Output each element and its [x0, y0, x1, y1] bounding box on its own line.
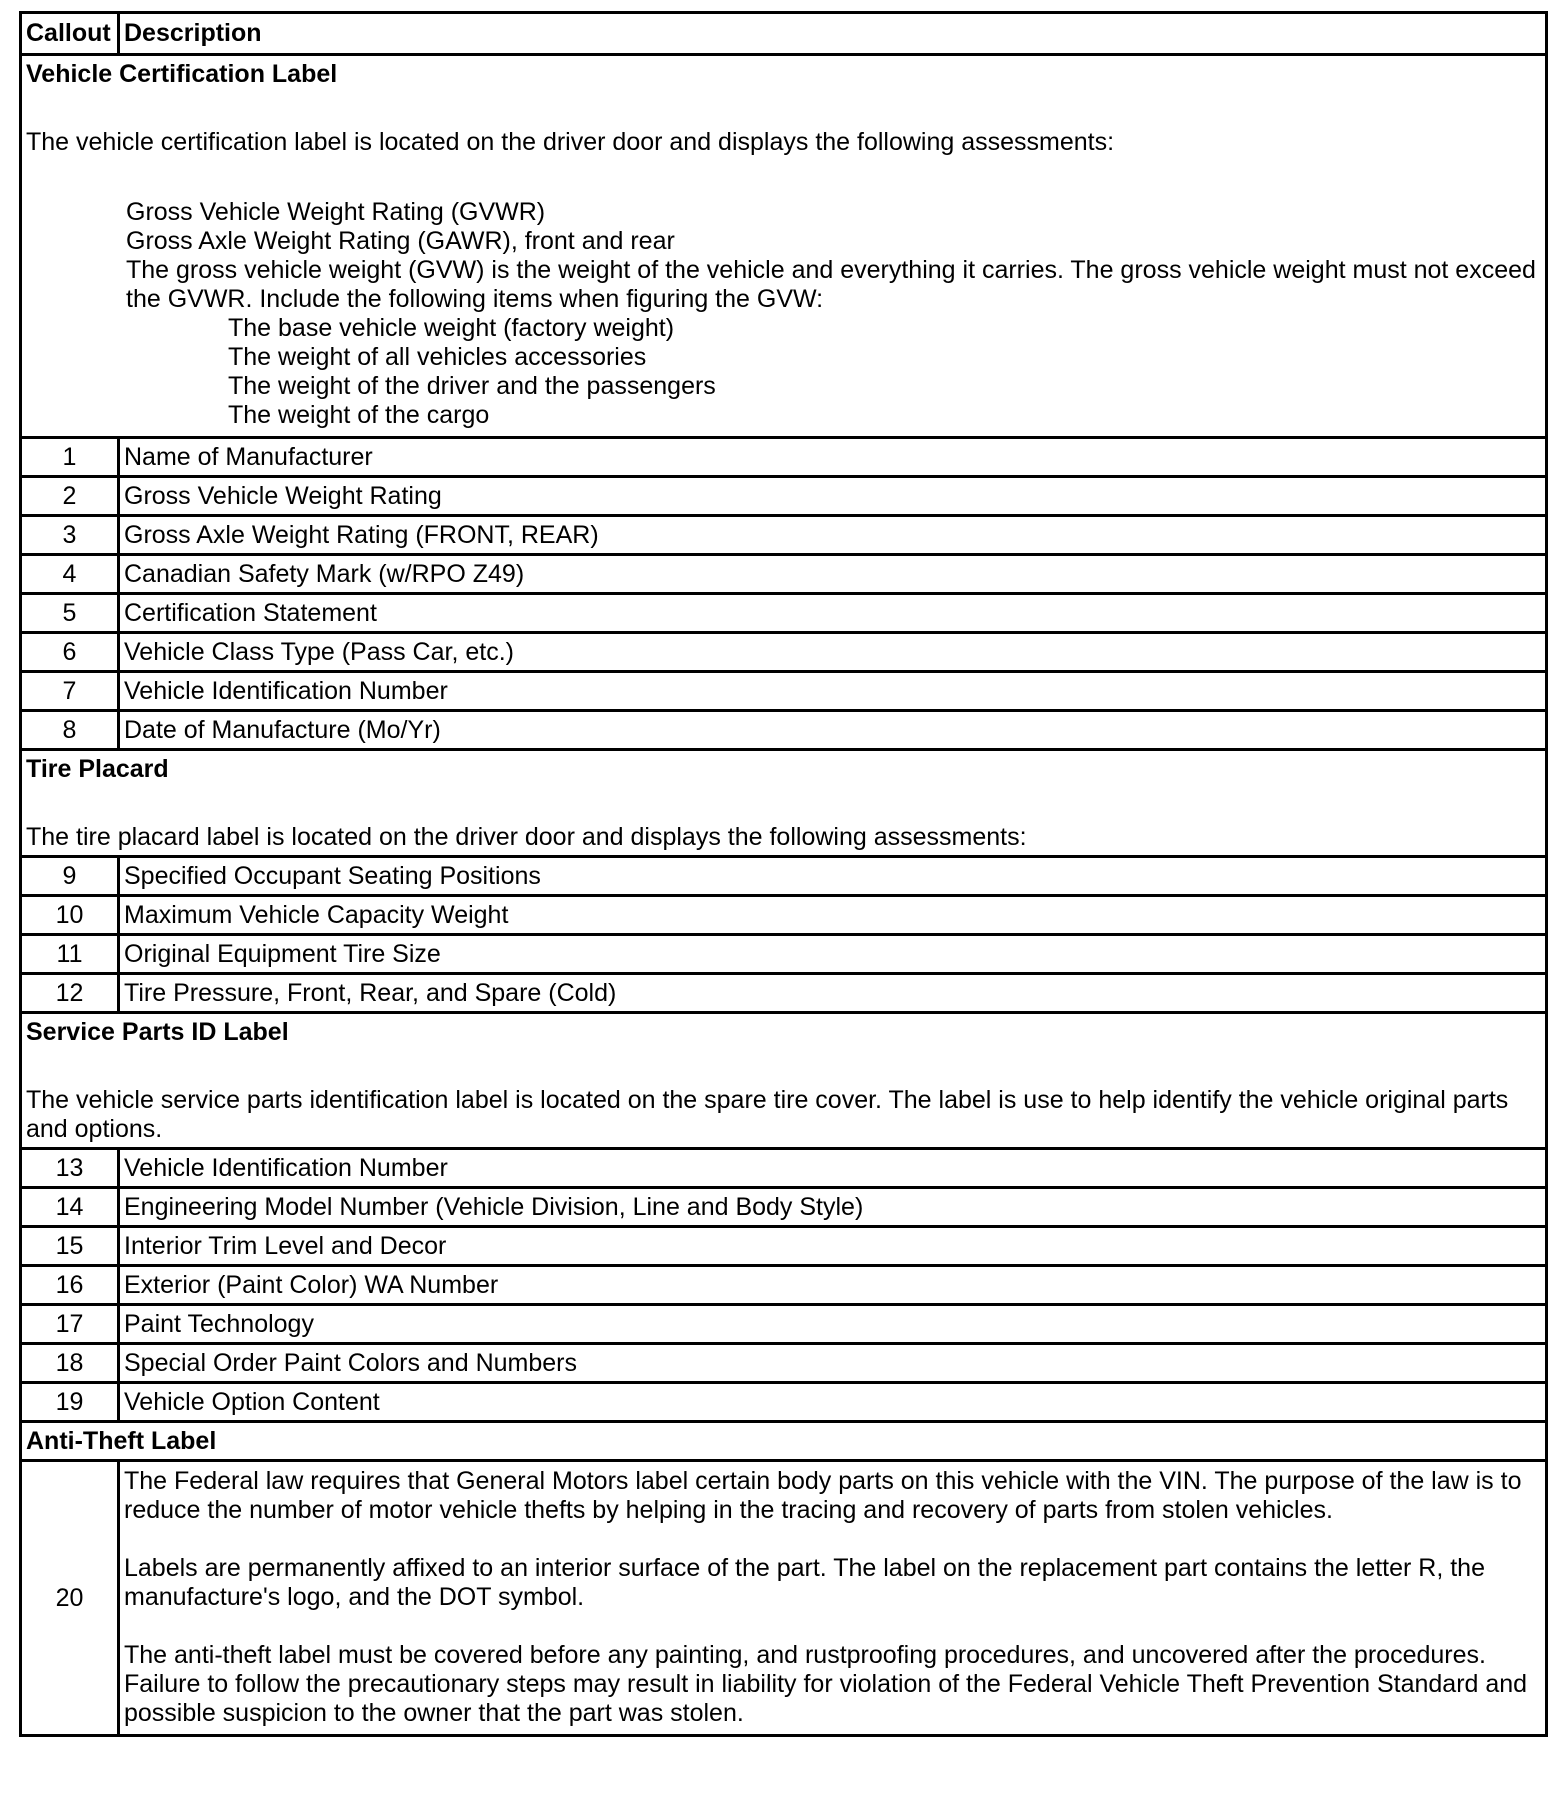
- callout-description: Gross Axle Weight Rating (FRONT, REAR): [119, 516, 1547, 555]
- table-row: [21, 857, 1547, 896]
- section-cell-service-parts: [21, 1013, 1547, 1149]
- section-row-service-parts: [21, 1013, 1547, 1149]
- section-title-service-parts: Service Parts ID Label: [26, 1018, 289, 1046]
- callout-number: 3: [21, 516, 119, 555]
- assessment-item: The gross vehicle weight (GVW) is the weight of the vehicle and everything it carries. The gross vehicle weight must not exceed the GVWR. Include the following items when figuring the GVW:: [126, 256, 1536, 313]
- callout-number: 5: [21, 594, 119, 633]
- callout-number: 8: [21, 711, 119, 750]
- callout-description: Vehicle Option Content: [119, 1383, 1547, 1422]
- callout-number: 1: [21, 438, 119, 477]
- callout-number: 19: [21, 1383, 119, 1422]
- callout-number: 7: [21, 672, 119, 711]
- table-row: [21, 1227, 1547, 1266]
- callout-number: 6: [21, 633, 119, 672]
- callout-description: Special Order Paint Colors and Numbers: [119, 1344, 1547, 1383]
- gvw-sub-item: The weight of the driver and the passengers: [228, 372, 716, 400]
- callout-number: 13: [21, 1149, 119, 1188]
- callout-description: Name of Manufacturer: [119, 438, 1547, 477]
- callout-description: Maximum Vehicle Capacity Weight: [119, 896, 1547, 935]
- section-title-anti-theft: Anti-Theft Label: [21, 1422, 1547, 1461]
- callout-number: 20: [21, 1461, 119, 1736]
- table-row: [21, 633, 1547, 672]
- section-cell-vehicle-certification: [21, 55, 1547, 438]
- section-intro-service-parts: The vehicle service parts identification label is located on the spare tire cover. The label is use to help identify the vehicle original parts and options.: [26, 1086, 1509, 1143]
- gvw-sub-item: The weight of all vehicles accessories: [228, 343, 647, 371]
- callout-number: 15: [21, 1227, 119, 1266]
- callout-column-header: Callout: [21, 13, 119, 55]
- table-row: [21, 711, 1547, 750]
- callout-number: 10: [21, 896, 119, 935]
- table-row: [21, 1188, 1547, 1227]
- callout-number: 9: [21, 857, 119, 896]
- callout-description: Vehicle Identification Number: [119, 672, 1547, 711]
- callout-description: Vehicle Class Type (Pass Car, etc.): [119, 633, 1547, 672]
- anti-theft-description: [119, 1461, 1547, 1736]
- callout-number: 4: [21, 555, 119, 594]
- anti-theft-paragraph: The Federal law requires that General Motors label certain body parts on this vehicle with the VIN. The purpose of the law is to reduce the number of motor vehicle thefts by helping in the tracing and recovery of parts from stolen vehicles.: [124, 1467, 1522, 1524]
- table-row: [21, 1383, 1547, 1422]
- callout-number: 12: [21, 974, 119, 1013]
- callout-description: Date of Manufacture (Mo/Yr): [119, 711, 1547, 750]
- section-row-vehicle-certification: [21, 55, 1547, 438]
- table-row: [21, 555, 1547, 594]
- section-title-tire-placard: Tire Placard: [26, 755, 169, 783]
- callout-description: Vehicle Identification Number: [119, 1149, 1547, 1188]
- anti-theft-paragraph: Labels are permanently affixed to an interior surface of the part. The label on the replacement part contains the letter R, the manufacture's logo, and the DOT symbol.: [124, 1554, 1485, 1611]
- callout-description: Interior Trim Level and Decor: [119, 1227, 1547, 1266]
- table-header-row: [21, 13, 1547, 55]
- section-row-tire-placard: [21, 750, 1547, 857]
- table-row: [21, 974, 1547, 1013]
- callout-description: Canadian Safety Mark (w/RPO Z49): [119, 555, 1547, 594]
- callout-number: 11: [21, 935, 119, 974]
- assessment-item: Gross Vehicle Weight Rating (GVWR): [126, 198, 546, 226]
- table-row: [21, 672, 1547, 711]
- anti-theft-paragraph: The anti-theft label must be covered before any painting, and rustproofing procedures, and uncovered after the procedures. Failure to follow the precautionary steps may result in liability for violation of the Federal Vehicle Theft Prevention Standard and possible suspicion to the owner that the part was stolen.: [124, 1641, 1528, 1727]
- callout-number: 17: [21, 1305, 119, 1344]
- table-row: [21, 1305, 1547, 1344]
- callout-description: Tire Pressure, Front, Rear, and Spare (Cold): [119, 974, 1547, 1013]
- description-column-header: Description: [119, 13, 1547, 55]
- table-row: [21, 1344, 1547, 1383]
- callout-table-document: [19, 11, 1545, 1737]
- gvw-sub-item: The base vehicle weight (factory weight): [228, 314, 675, 342]
- callout-number: 14: [21, 1188, 119, 1227]
- section-row-anti-theft: [21, 1422, 1547, 1461]
- table-row: [21, 935, 1547, 974]
- table-row: [21, 1149, 1547, 1188]
- assessment-item: Gross Axle Weight Rating (GAWR), front and rear: [126, 227, 675, 255]
- section-title-vehicle-certification: Vehicle Certification Label: [26, 60, 338, 88]
- table-row: [21, 594, 1547, 633]
- section-cell-tire-placard: [21, 750, 1547, 857]
- callout-description: Certification Statement: [119, 594, 1547, 633]
- callout-number: 18: [21, 1344, 119, 1383]
- callout-description: Engineering Model Number (Vehicle Division, Line and Body Style): [119, 1188, 1547, 1227]
- table-row: [21, 1266, 1547, 1305]
- callout-description: Gross Vehicle Weight Rating: [119, 477, 1547, 516]
- callout-description: Specified Occupant Seating Positions: [119, 857, 1547, 896]
- callout-number: 16: [21, 1266, 119, 1305]
- section-intro-vehicle-certification: The vehicle certification label is located on the driver door and displays the following assessments:: [26, 128, 1115, 156]
- callout-table: [19, 11, 1548, 1737]
- section-intro-tire-placard: The tire placard label is located on the driver door and displays the following assessments:: [26, 823, 1027, 851]
- assessment-list: [26, 198, 1541, 430]
- gvw-sub-item: The weight of the cargo: [228, 401, 490, 429]
- table-row: [21, 516, 1547, 555]
- callout-description: Original Equipment Tire Size: [119, 935, 1547, 974]
- callout-number: 2: [21, 477, 119, 516]
- table-row: [21, 477, 1547, 516]
- table-row: [21, 896, 1547, 935]
- table-row-anti-theft: [21, 1461, 1547, 1736]
- callout-description: Paint Technology: [119, 1305, 1547, 1344]
- table-row: [21, 438, 1547, 477]
- callout-description: Exterior (Paint Color) WA Number: [119, 1266, 1547, 1305]
